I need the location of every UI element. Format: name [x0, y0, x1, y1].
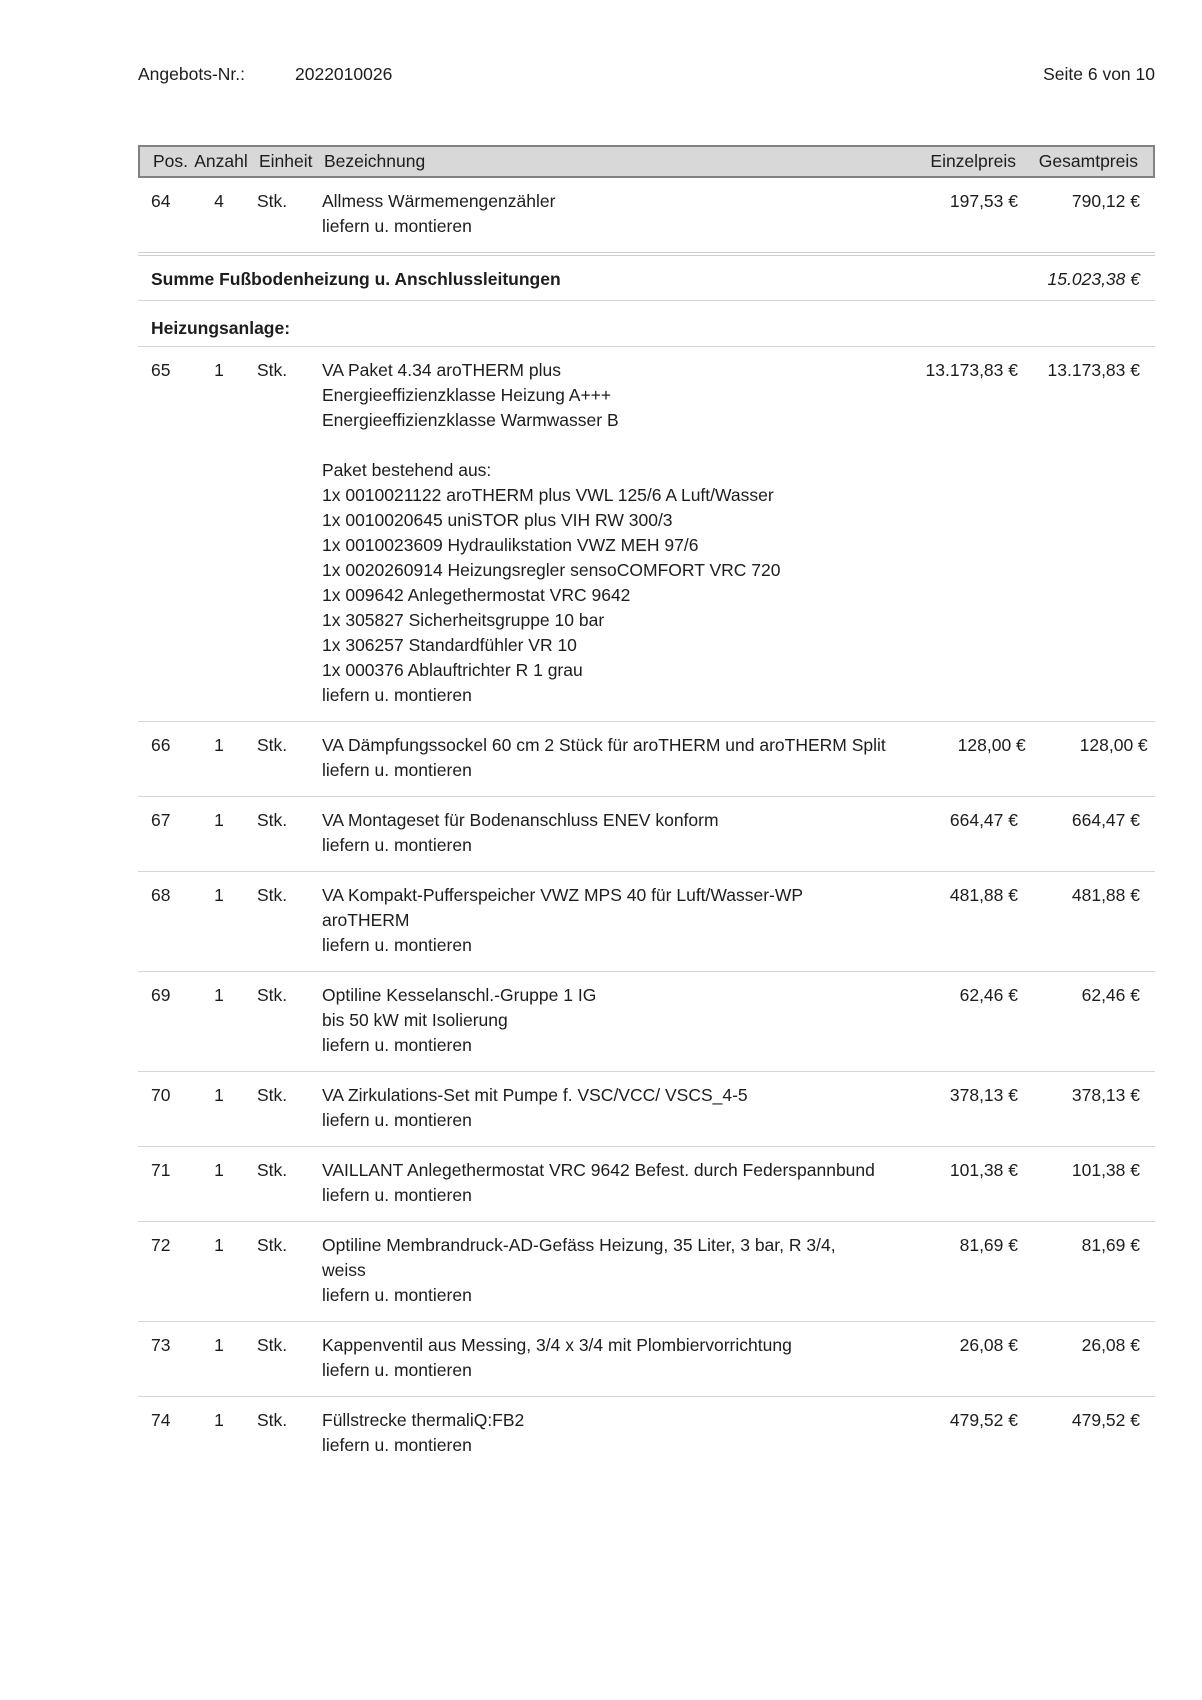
item-description	[316, 189, 878, 239]
item-description-line: VA Kompakt-Pufferspeicher VWZ MPS 40 für Luft/Wasser-WP	[322, 885, 804, 905]
table-row	[138, 1221, 1155, 1321]
offer-number-value: 2022010026	[295, 64, 393, 84]
item-description-line: VA Paket 4.34 aroTHERM plus	[322, 360, 561, 380]
item-unit: Stk.	[257, 735, 288, 755]
item-unit-price: 13.173,83 €	[925, 360, 1018, 380]
item-total-price: 378,13 €	[1071, 1085, 1140, 1105]
table-row	[138, 1321, 1155, 1396]
item-description-line: liefern u. montieren	[322, 760, 472, 780]
item-description-line: VAILLANT Anlegethermostat VRC 9642 Befest. durch Federspannbund	[322, 1160, 875, 1180]
table-row	[138, 971, 1155, 1071]
item-description-line: 1x 0020260914 Heizungsregler sensoCOMFORT VRC 720	[322, 560, 781, 580]
item-pos: 72	[151, 1235, 171, 1255]
summary-row	[138, 252, 1155, 300]
item-pos: 71	[151, 1160, 171, 1180]
item-description-line: aroTHERM	[322, 910, 410, 930]
item-quantity: 1	[214, 360, 224, 380]
item-description-line: liefern u. montieren	[322, 1035, 472, 1055]
item-description-line: liefern u. montieren	[322, 1435, 472, 1455]
item-unit: Stk.	[257, 191, 288, 211]
item-description-line: liefern u. montieren	[322, 835, 472, 855]
column-header-bezeichnung: Bezeichnung	[324, 151, 426, 171]
item-description-line: Energieeffizienzklasse Heizung A+++	[322, 385, 612, 405]
item-description	[316, 733, 886, 783]
offer-number-label: Angebots-Nr.:	[138, 64, 245, 84]
item-description-line: 1x 305827 Sicherheitsgruppe 10 bar	[322, 610, 605, 630]
column-header-anzahl: Anzahl	[194, 151, 248, 171]
item-unit-price: 62,46 €	[959, 985, 1018, 1005]
item-description-line: liefern u. montieren	[322, 935, 472, 955]
item-quantity: 4	[214, 191, 224, 211]
item-total-price: 128,00 €	[1079, 735, 1148, 755]
item-unit-price: 479,52 €	[949, 1410, 1018, 1430]
item-description-line	[322, 433, 878, 458]
item-description	[316, 1408, 878, 1458]
item-description-line: weiss	[322, 1260, 366, 1280]
item-total-price: 62,46 €	[1081, 985, 1140, 1005]
item-unit-price: 101,38 €	[949, 1160, 1018, 1180]
item-description-line: Füllstrecke thermaliQ:FB2	[322, 1410, 525, 1430]
item-quantity: 1	[214, 1160, 224, 1180]
item-description-line: Optiline Kesselanschl.-Gruppe 1 IG	[322, 985, 597, 1005]
item-pos: 74	[151, 1410, 171, 1430]
item-description-line: liefern u. montieren	[322, 685, 472, 705]
item-description-line: liefern u. montieren	[322, 1110, 472, 1130]
item-unit-price: 26,08 €	[959, 1335, 1018, 1355]
item-unit: Stk.	[257, 360, 288, 380]
item-description	[316, 1083, 878, 1133]
item-quantity: 1	[214, 735, 224, 755]
item-quantity: 1	[214, 1085, 224, 1105]
item-description-line: 1x 0010020645 uniSTOR plus VIH RW 300/3	[322, 510, 673, 530]
column-header-einheit: Einheit	[259, 151, 313, 171]
item-description	[316, 1158, 878, 1208]
items-group-1	[138, 178, 1155, 252]
item-total-price: 101,38 €	[1071, 1160, 1140, 1180]
item-description-line: Paket bestehend aus:	[322, 460, 492, 480]
item-description	[316, 358, 878, 708]
item-quantity: 1	[214, 1235, 224, 1255]
item-total-price: 790,12 €	[1071, 191, 1140, 211]
item-quantity: 1	[214, 985, 224, 1005]
item-description-line: 1x 0010023609 Hydraulikstation VWZ MEH 97/6	[322, 535, 699, 555]
item-unit-price: 128,00 €	[957, 735, 1026, 755]
items-group-2	[138, 346, 1155, 1471]
item-pos: 66	[151, 735, 171, 755]
item-description-line: Energieeffizienzklasse Warmwasser B	[322, 410, 619, 430]
items-table	[138, 145, 1155, 1471]
page-indicator: Seite 6 von 10	[1043, 64, 1155, 84]
table-row	[138, 178, 1155, 252]
doc-header	[138, 64, 1155, 85]
table-row	[138, 796, 1155, 871]
item-description	[316, 983, 878, 1058]
item-unit-price: 378,13 €	[949, 1085, 1018, 1105]
item-pos: 64	[151, 191, 171, 211]
table-row	[138, 721, 1155, 796]
column-header-gesamtpreis: Gesamtpreis	[1038, 151, 1138, 171]
item-unit: Stk.	[257, 810, 288, 830]
item-unit-price: 197,53 €	[949, 191, 1018, 211]
table-row	[138, 1396, 1155, 1471]
item-total-price: 479,52 €	[1071, 1410, 1140, 1430]
item-description-line: VA Montageset für Bodenanschluss ENEV konform	[322, 810, 719, 830]
item-description-line: Allmess Wärmemengenzähler	[322, 191, 556, 211]
item-description	[316, 1333, 878, 1383]
item-description-line: VA Zirkulations-Set mit Pumpe f. VSC/VCC/ VSCS_4-5	[322, 1085, 748, 1105]
item-pos: 70	[151, 1085, 171, 1105]
item-description-line: liefern u. montieren	[322, 1285, 472, 1305]
item-unit: Stk.	[257, 885, 288, 905]
item-unit-price: 481,88 €	[949, 885, 1018, 905]
item-description	[316, 883, 878, 958]
table-row	[138, 1146, 1155, 1221]
column-header-pos: Pos.	[153, 151, 189, 171]
table-header-row	[138, 145, 1155, 178]
item-description-line: 1x 306257 Standardfühler VR 10	[322, 635, 577, 655]
item-description-line: 1x 009642 Anlegethermostat VRC 9642	[322, 585, 631, 605]
item-pos: 65	[151, 360, 171, 380]
item-total-price: 481,88 €	[1071, 885, 1140, 905]
item-unit: Stk.	[257, 1410, 288, 1430]
item-description-line: Optiline Membrandruck-AD-Gefäss Heizung, 35 Liter, 3 bar, R 3/4,	[322, 1235, 836, 1255]
item-description-line: bis 50 kW mit Isolierung	[322, 1010, 508, 1030]
item-pos: 73	[151, 1335, 171, 1355]
item-unit: Stk.	[257, 1335, 288, 1355]
item-total-price: 26,08 €	[1081, 1335, 1140, 1355]
column-header-einzelpreis: Einzelpreis	[930, 151, 1016, 171]
item-description-line: 1x 000376 Ablauftrichter R 1 grau	[322, 660, 583, 680]
item-pos: 68	[151, 885, 171, 905]
item-description-line: liefern u. montieren	[322, 1360, 472, 1380]
item-quantity: 1	[214, 885, 224, 905]
item-unit: Stk.	[257, 985, 288, 1005]
summary-label: Summe Fußbodenheizung u. Anschlussleitungen	[151, 269, 561, 289]
item-unit-price: 81,69 €	[959, 1235, 1018, 1255]
item-description	[316, 808, 878, 858]
item-unit-price: 664,47 €	[949, 810, 1018, 830]
item-description-line: VA Dämpfungssockel 60 cm 2 Stück für aroTHERM und aroTHERM Split	[322, 735, 886, 755]
table-row	[138, 346, 1155, 721]
item-description-line: 1x 0010021122 aroTHERM plus VWL 125/6 A Luft/Wasser	[322, 485, 774, 505]
item-quantity: 1	[214, 1335, 224, 1355]
section-heading: Heizungsanlage:	[138, 300, 1155, 346]
item-pos: 67	[151, 810, 171, 830]
item-description-line: Kappenventil aus Messing, 3/4 x 3/4 mit Plombiervorrichtung	[322, 1335, 792, 1355]
item-description-line: liefern u. montieren	[322, 1185, 472, 1205]
item-unit: Stk.	[257, 1160, 288, 1180]
item-description	[316, 1233, 878, 1308]
table-row	[138, 871, 1155, 971]
item-unit: Stk.	[257, 1085, 288, 1105]
item-total-price: 81,69 €	[1081, 1235, 1140, 1255]
item-total-price: 664,47 €	[1071, 810, 1140, 830]
item-quantity: 1	[214, 1410, 224, 1430]
table-row	[138, 1071, 1155, 1146]
item-unit: Stk.	[257, 1235, 288, 1255]
item-pos: 69	[151, 985, 171, 1005]
item-description-line: liefern u. montieren	[322, 216, 472, 236]
item-total-price: 13.173,83 €	[1047, 360, 1140, 380]
item-quantity: 1	[214, 810, 224, 830]
summary-value: 15.023,38 €	[1047, 269, 1140, 289]
